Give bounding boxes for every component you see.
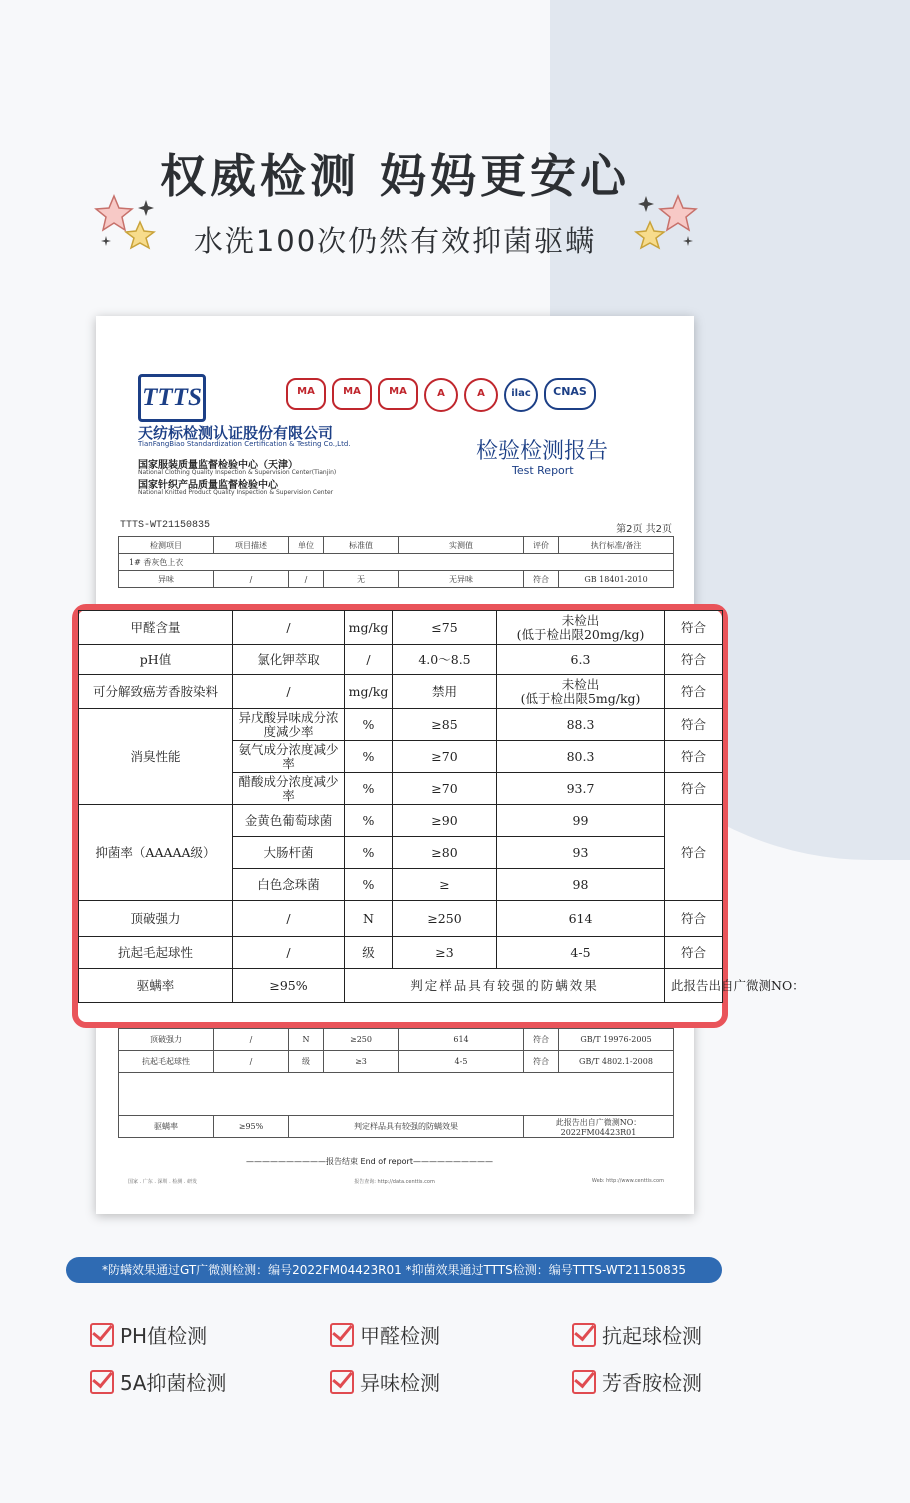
report-table-top	[118, 536, 674, 588]
table-row: 顶破强力 / N ≥250 614 符合 GB/T 19976-2005	[119, 1029, 674, 1051]
cal-mark-icon: A	[424, 378, 458, 412]
report-table-bottom	[118, 1028, 674, 1138]
feature-item: 5A抑菌检测	[90, 1367, 226, 1396]
headline: 权威检测 妈妈更安心	[159, 149, 630, 203]
table-row: 驱螨率 ≥95% 判定样品具有较强的防螨效果 此报告出自广微测NO：2022FM04423R01	[119, 1116, 674, 1138]
highlighted-results-table	[72, 604, 805, 1028]
report-title-en: Test Report	[512, 464, 574, 477]
test-note-banner: *防螨效果通过GT广微测检测：编号2022FM04423R01 *抑菌效果通过TTTS检测：编号TTTS-WT21150835	[66, 1257, 722, 1283]
cma-mark-icon: MA	[378, 378, 418, 410]
cal-mark-icon: A	[464, 378, 498, 412]
report-footer: 国家 . 广东 . 深圳 . 检测 . 研发 报告查询: http://data.centtis.com Web: http://www.centtis.com	[128, 1178, 664, 1185]
ttts-logo: TTTS	[138, 374, 206, 422]
report-number: TTTS-WT21150835	[120, 520, 211, 531]
table-row: 1# 香灰色上衣	[119, 554, 674, 571]
feature-item: 抗起球检测	[572, 1320, 702, 1349]
table-row: 大肠杆菌 % ≥80 93	[79, 837, 723, 869]
cma-mark-icon: MA	[286, 378, 326, 410]
table-header-row: 检测项目 项目描述 单位 标准值 实测值 评价 执行标准/备注	[119, 537, 674, 554]
table-row: pH值 氯化钾萃取 / 4.0～8.5 6.3 符合	[79, 645, 723, 675]
subline: 水洗100次仍然有效抑菌驱螨	[193, 224, 597, 258]
stars-right-icon	[630, 188, 700, 258]
feature-item: PH值检测	[90, 1320, 207, 1349]
cnas-mark-icon: CNAS	[544, 378, 596, 410]
certification-marks	[286, 378, 596, 412]
ilac-mark-icon: ilac	[504, 378, 538, 412]
page-indicator: 第2页 共2页	[616, 524, 672, 535]
table-row: 可分解致癌芳香胺染料 / mg/kg 禁用 未检出 (低于检出限5mg/kg) 符合	[79, 675, 723, 709]
company-name-en: TianFangBiao Standardization Certification & Testing Co.,Ltd.	[138, 440, 351, 448]
org-line-2: 国家针织产品质量监督检验中心	[138, 480, 278, 491]
table-row: 抗起毛起球性 / 级 ≥3 4-5 符合 GB/T 4802.1-2008	[119, 1051, 674, 1073]
feature-item: 芳香胺检测	[572, 1367, 702, 1396]
checkbox-icon	[572, 1370, 596, 1394]
feature-item: 甲醛检测	[330, 1320, 440, 1349]
table-row: 抑菌率（AAAAA级） 金黄色葡萄球菌 % ≥90 99 符合	[79, 805, 723, 837]
table-row: 氨气成分浓度减少率 % ≥70 80.3 符合	[79, 741, 723, 773]
results-table	[78, 610, 805, 1003]
report-end: ——————————报告结束 End of report——————————	[246, 1157, 493, 1166]
table-row: 白色念珠菌 % ≥ 98	[79, 869, 723, 901]
org-line-1: 国家服装质量监督检验中心（天津）	[138, 460, 298, 471]
org-line-2-en: National Knitted Product Quality Inspection & Supervision Center	[138, 489, 334, 496]
feature-item: 异味检测	[330, 1367, 440, 1396]
checkbox-icon	[572, 1323, 596, 1347]
table-row: 顶破强力 / N ≥250 614 符合	[79, 901, 723, 937]
cma-mark-icon: MA	[332, 378, 372, 410]
table-row: 驱螨率 ≥95% 判定样品具有较强的防螨效果 此报告出自广微测NO：	[79, 969, 723, 1003]
org-line-1-en: National Clothing Quality Inspection & Supervision Center(Tianjin)	[138, 469, 337, 476]
checkbox-icon	[90, 1323, 114, 1347]
report-title: 检验检测报告	[476, 439, 609, 464]
table-row: 异味 / / 无 无异味 符合 GB 18401-2010	[119, 571, 674, 588]
checkbox-icon	[330, 1323, 354, 1347]
table-row: 甲醛含量 / mg/kg ≤75 未检出 (低于检出限20mg/kg) 符合	[79, 611, 723, 645]
checkbox-icon	[330, 1370, 354, 1394]
table-row: 抗起毛起球性 / 级 ≥3 4-5 符合	[79, 937, 723, 969]
table-row: 醋酸成分浓度减少率 % ≥70 93.7 符合	[79, 773, 723, 805]
checkbox-icon	[90, 1370, 114, 1394]
company-name: 天纺标检测认证股份有限公司	[138, 424, 334, 442]
table-row: 消臭性能 异戊酸异味成分浓度减少率 % ≥85 88.3 符合	[79, 709, 723, 741]
